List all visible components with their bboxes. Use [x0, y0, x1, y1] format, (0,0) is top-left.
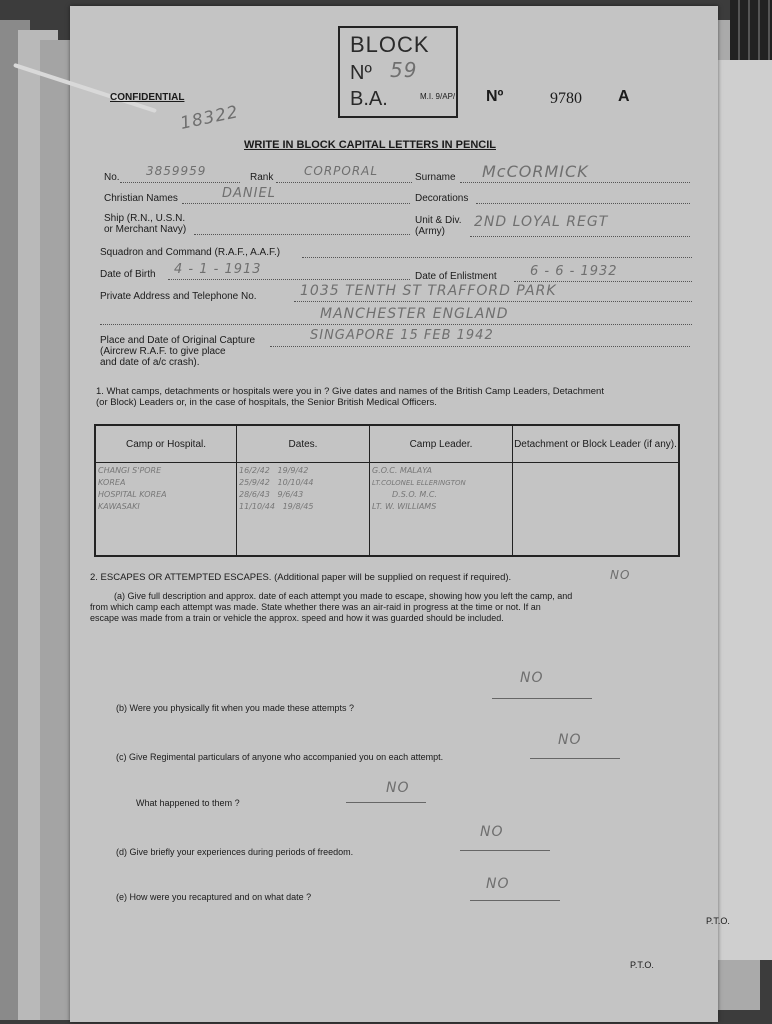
instruction-heading: WRITE IN BLOCK CAPITAL LETTERS IN PENCIL: [244, 139, 496, 151]
serial-number: 9780: [550, 90, 582, 107]
block-no-value: 59: [390, 58, 418, 82]
question-2c: (c) Give Regimental particulars of anyone who accompanied you on each attempt.: [116, 752, 444, 762]
rank-value: CORPORAL: [304, 164, 379, 178]
unit-value: 2ND LOYAL REGT: [474, 214, 609, 230]
surname-label: Surname: [415, 172, 456, 183]
capture-label-3: and date of a/c crash).: [100, 357, 200, 368]
service-number-label: No.: [104, 172, 120, 183]
question-2-heading-answer: NO: [610, 568, 631, 582]
confidential-stamp: CONFIDENTIAL: [110, 92, 185, 103]
dob-value: 4 - 1 - 1913: [174, 262, 262, 277]
question-2b: (b) Were you physically fit when you made these attempts ?: [116, 703, 354, 713]
side-page-turn-note: P.T.O.: [706, 916, 730, 926]
question-2d: (d) Give briefly your experiences during periods of freedom.: [116, 847, 354, 857]
form-page: [70, 6, 718, 1022]
capture-value: SINGAPORE 15 FEB 1942: [310, 328, 494, 343]
column-header: Dates.: [237, 425, 370, 463]
block-stamp: [338, 26, 458, 118]
camp-cell: CHANGI S'PORE KOREA HOSPITAL KOREA KAWASAKI: [95, 463, 237, 557]
camps-table: [94, 424, 680, 557]
leader-cell: G.O.C. MALAYA LT.COLONEL ELLERINGTON D.S.O. M.C. LT. W. WILLIAMS: [370, 463, 513, 557]
question-2d-answer: NO: [480, 824, 504, 840]
ship-label-2: or Merchant Navy): [104, 224, 187, 235]
christian-names-label: Christian Names: [104, 193, 178, 204]
dates-cell: 16/2/42 19/9/42 25/9/42 10/10/44 28/6/43 9/6/43 11/10/44 19/8/45: [237, 463, 370, 557]
question-2e: (e) How were you recaptured and on what date ?: [116, 892, 312, 902]
service-number-value: 3859959: [146, 164, 207, 178]
detachment-cell: [513, 463, 680, 557]
column-header: Camp or Hospital.: [95, 425, 237, 463]
surname-value: McCORMICK: [482, 162, 589, 181]
question-2c-answer: NO: [558, 732, 582, 748]
question-2e-answer: NO: [486, 876, 510, 892]
address-label: Private Address and Telephone No.: [100, 291, 257, 302]
enlistment-value: 6 - 6 - 1932: [530, 264, 618, 279]
number-label: Nº: [486, 88, 504, 105]
column-header: Detachment or Block Leader (if any).: [513, 425, 680, 463]
question-2a-line-3: escape was made from a train or vehicle the approx. speed and how it was guarded should be included.: [90, 613, 504, 623]
form-code: M.I. 9/AP/: [420, 92, 456, 101]
background-page-right-edge: [715, 60, 772, 960]
address-line-2: MANCHESTER ENGLAND: [320, 306, 509, 322]
question-2-heading: 2. ESCAPES OR ATTEMPTED ESCAPES. (Additional paper will be supplied on request if required).: [90, 572, 512, 583]
rank-label: Rank: [250, 172, 274, 183]
question-1-text-2: (or Block) Leaders or, in the case of hospitals, the Senior British Medical Officers.: [96, 397, 437, 408]
christian-names-value: DANIEL: [222, 186, 276, 201]
squadron-label: Squadron and Command (R.A.F., A.A.F.): [100, 247, 281, 258]
question-1-text-1: 1. What camps, detachments or hospitals were you in ? Give dates and names of the British Camp Leaders, Detachment: [96, 386, 604, 397]
block-no-label: Nº: [350, 62, 372, 84]
decorations-label: Decorations: [415, 193, 469, 204]
enlistment-label: Date of Enlistment: [415, 271, 497, 282]
column-header: Camp Leader.: [370, 425, 513, 463]
handwritten-reference: 18322: [178, 102, 241, 134]
unit-label-1: Unit & Div.: [415, 215, 462, 226]
question-2c-sub-answer: NO: [386, 780, 410, 796]
question-2a-line-1: (a) Give full description and approx. date of each attempt you made to escape, showing how you left the camp, and: [114, 591, 573, 601]
capture-label-2: (Aircrew R.A.F. to give place: [100, 346, 226, 357]
capture-label-1: Place and Date of Original Capture: [100, 335, 256, 346]
dob-label: Date of Birth: [100, 269, 156, 280]
background-grid: [730, 0, 772, 60]
serial-suffix: A: [618, 88, 630, 105]
question-2a-answer: NO: [520, 670, 544, 686]
table-row: [95, 463, 679, 557]
ba-label: B.A.: [350, 88, 388, 110]
block-title: BLOCK: [350, 32, 430, 57]
question-2a-line-2: from which camp each attempt was made. State whether there was an air-raid in progress at the time or not. If an: [90, 602, 541, 612]
unit-label-2: (Army): [415, 226, 445, 237]
ship-label-1: Ship (R.N., U.S.N.: [104, 213, 186, 224]
page-turn-note: P.T.O.: [630, 960, 654, 970]
address-line-1: 1035 TENTH ST TRAFFORD PARK: [300, 283, 557, 299]
question-2c-sub: What happened to them ?: [136, 798, 240, 808]
